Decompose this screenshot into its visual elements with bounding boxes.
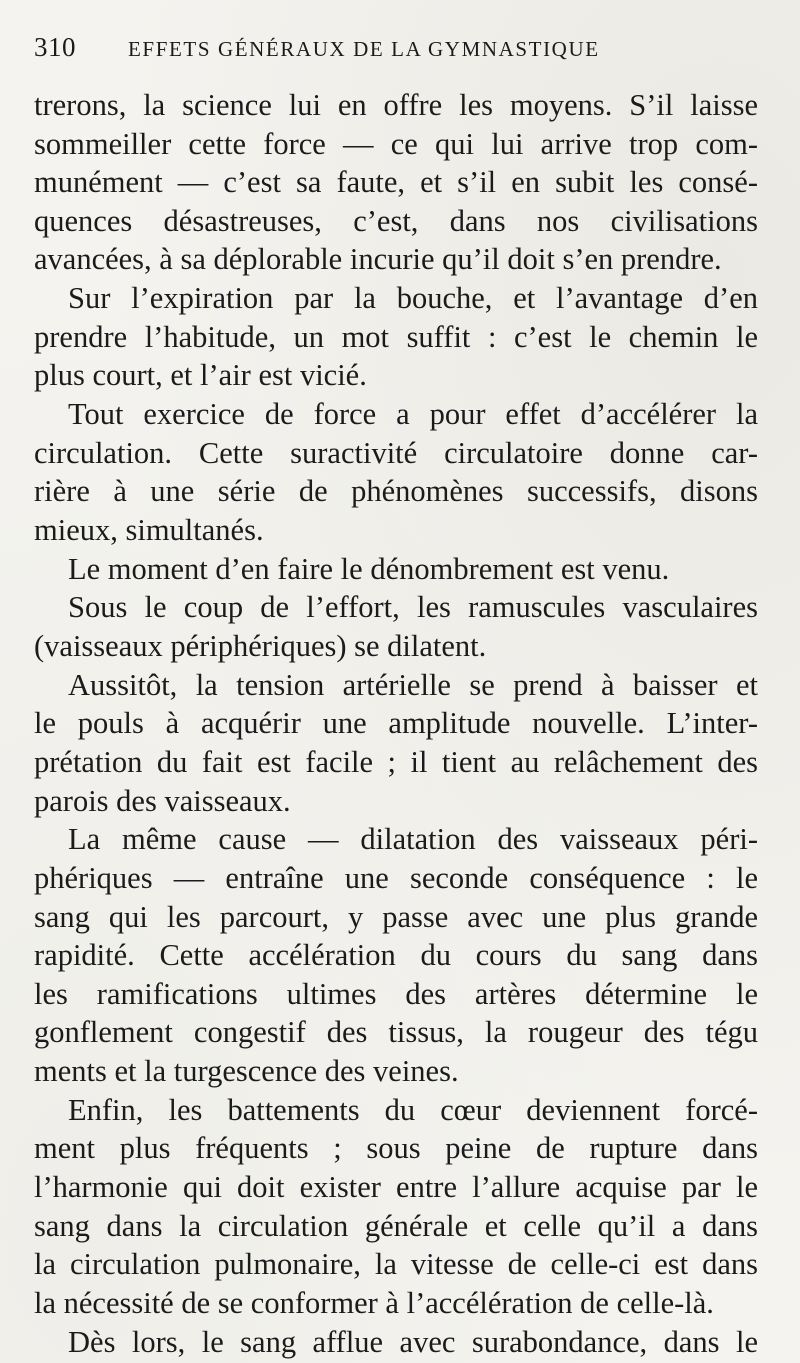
text-line: rière à une série de phénomènes successifs, disons [34,474,758,509]
text-line: parois des vaisseaux. [34,783,291,818]
text-line: rapidité. Cette accélération du cours du sang dans [34,938,758,973]
paragraph-5 [34,588,758,665]
text-line: ments et la turgescence des veines. [34,1053,459,1088]
text-line: Tout exercice de force a pour effet d’accélérer la [68,397,758,432]
page-number: 310 [34,32,76,62]
paragraph-2 [34,279,758,395]
text-line: sang dans la circulation générale et celle qu’il a dans [34,1208,758,1243]
text-line: prétation du fait est facile ; il tient au relâchement des [34,745,758,780]
paragraph-8 [34,1091,758,1323]
text-line: les ramifications ultimes des artères détermine le [34,976,758,1011]
text-line: Le moment d’en faire le dénombrement est venu. [68,551,670,586]
text-line: quences désastreuses, c’est, dans nos civilisations [34,203,758,238]
text-line: prendre l’habitude, un mot suffit : c’est le chemin le [34,319,758,354]
paragraph-7 [34,820,758,1090]
paragraph-9 [34,1323,758,1362]
text-line: la nécessité de se conformer à l’accélération de celle-là. [34,1285,714,1320]
text-line: circulation. Cette suractivité circulatoire donne car- [34,435,758,470]
text-line: gonflement congestif des tissus, la rougeur des tégu [34,1015,758,1050]
text-line: munément — c’est sa faute, et s’il en subit les consé- [34,165,758,200]
running-head [34,32,758,84]
body-text [34,86,758,1361]
text-line: mieux, simultanés. [34,512,264,547]
text-line: le pouls à acquérir une amplitude nouvelle. L’inter- [34,706,758,741]
paragraph-4 [34,550,758,589]
text-line: Sur l’expiration par la bouche, et l’avantage d’en [68,281,758,316]
text-line: Dès lors, le sang afflue avec surabondance, dans le [68,1324,758,1359]
text-line: sommeiller cette force — ce qui lui arrive trop com- [34,126,758,161]
paragraph-3 [34,395,758,549]
text-line: La même cause — dilatation des vaisseaux péri- [68,822,758,857]
text-line: Sous le coup de l’effort, les ramuscules vasculaires [68,590,758,625]
text-line: Enfin, les battements du cœur deviennent forcé- [68,1092,758,1127]
text-line: sang qui les parcourt, y passe avec une plus grande [34,899,758,934]
paragraph-6 [34,666,758,820]
text-line: plus court, et l’air est vicié. [34,358,367,393]
text-line: (vaisseaux périphériques) se dilatent. [34,629,487,664]
paragraph-1 [34,86,758,279]
text-line: trerons, la science lui en offre les moyens. S’il laisse [34,88,758,122]
text-line: avancées, à sa déplorable incurie qu’il doit s’en prendre. [34,242,722,277]
text-line: ment plus fréquents ; sous peine de rupture dans [34,1131,758,1166]
text-line: Aussitôt, la tension artérielle se prend à baisser et [68,667,758,702]
text-line: la circulation pulmonaire, la vitesse de celle-ci est dans [34,1247,758,1282]
running-title: EFFETS GÉNÉRAUX DE LA GYMNASTIQUE [128,37,600,61]
text-line: phériques — entraîne une seconde conséquence : le [34,861,758,895]
text-line: l’harmonie qui doit exister entre l’allure acquise par le [34,1169,758,1204]
